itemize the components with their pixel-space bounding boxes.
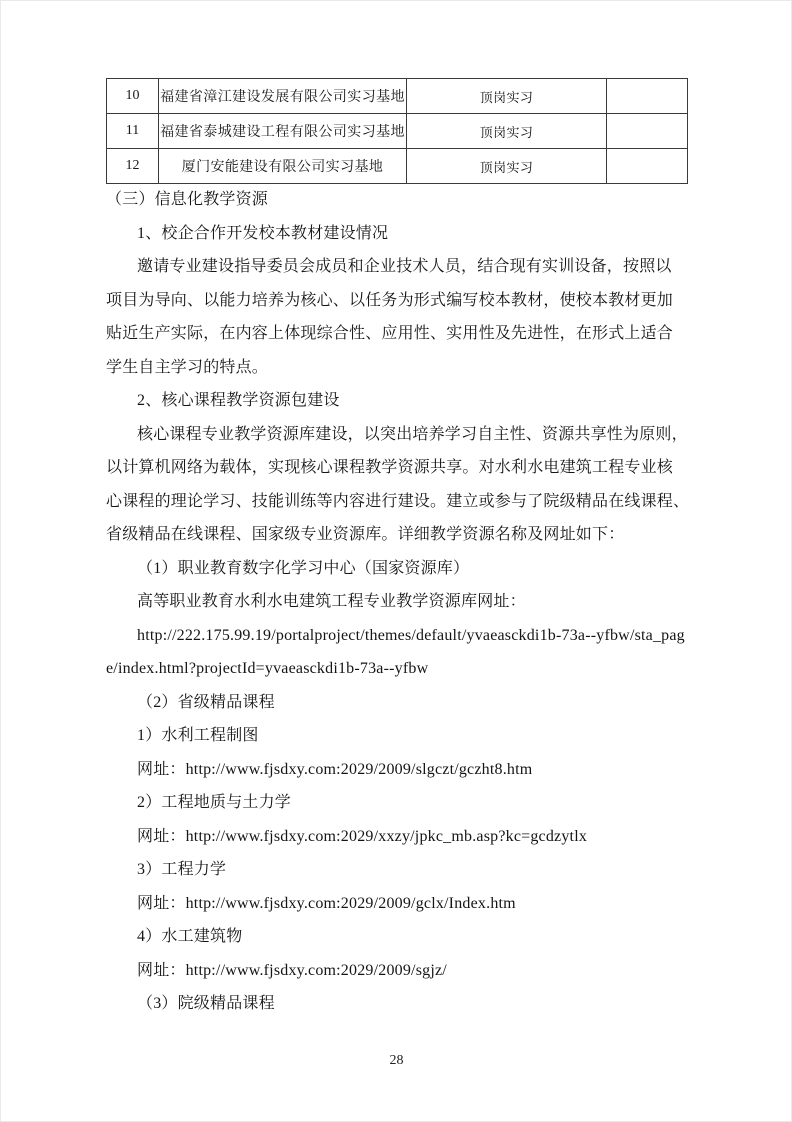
text-line: 2、核心课程教学资源包建设 xyxy=(137,392,340,409)
row-number-cell: 10 xyxy=(107,79,159,114)
row-number-cell: 12 xyxy=(107,149,159,184)
document-body xyxy=(106,183,692,1021)
text-line: 网址：http://www.fjsdxy.com:2029/2009/sgjz/ xyxy=(137,961,447,979)
text-line: 贴近生产实际，在内容上体现综合性、应用性、实用性及先进性，在形式上适合 xyxy=(106,325,674,342)
text-line: 核心课程专业教学资源库建设，以突出培养学习自主性、资源共享性为原则， xyxy=(137,425,688,443)
text-line: （3）院级精品课程 xyxy=(137,995,275,1012)
text-line: 邀请专业建设指导委员会成员和企业技术人员，结合现有实训设备，按照以 xyxy=(137,258,672,275)
base-name-cell: 厦门安能建设有限公司实习基地 xyxy=(159,149,407,184)
practice-type-cell: 顶岗实习 xyxy=(407,79,607,114)
table-row xyxy=(107,114,688,149)
practice-type-cell: 顶岗实习 xyxy=(407,149,607,184)
table-row xyxy=(107,79,688,114)
base-name-cell: 福建省漳江建设发展有限公司实习基地 xyxy=(159,79,407,114)
text-line: 3）工程力学 xyxy=(137,861,227,878)
table-row xyxy=(107,149,688,184)
text-line: 网址：http://www.fjsdxy.com:2029/xxzy/jpkc_mb.asp?kc=gcdzytlx xyxy=(137,827,588,845)
text-line: 学生自主学习的特点。 xyxy=(106,358,269,376)
text-line: （1）职业教育数字化学习中心（国家资源库） xyxy=(137,559,470,577)
row-number-cell: 11 xyxy=(107,114,159,149)
text-line: 1、校企合作开发校本教材建设情况 xyxy=(137,224,389,242)
text-line: 网址：http://www.fjsdxy.com:2029/2009/slgczt/gczht8.htm xyxy=(137,760,533,778)
practice-table-body xyxy=(107,79,688,184)
text-line: 2）工程地质与土力学 xyxy=(137,794,292,811)
practice-type-cell: 顶岗实习 xyxy=(407,114,607,149)
text-line: （2）省级精品课程 xyxy=(137,693,275,711)
text-line: （三）信息化教学资源 xyxy=(106,191,269,208)
text-line: 心课程的理论学习、技能训练等内容进行建设。建立或参与了院级精品在线课程、 xyxy=(106,492,690,510)
text-line: 以计算机网络为载体，实现核心课程教学资源共享。对水利水电建筑工程专业核 xyxy=(106,459,674,476)
note-cell xyxy=(607,149,688,184)
text-line: http://222.175.99.19/portalproject/themes/default/yvaeasckdi1b-73a--yfbw/sta_pag xyxy=(137,626,685,644)
text-line: 网址：http://www.fjsdxy.com:2029/2009/gclx/Index.htm xyxy=(137,894,516,912)
text-line: 高等职业教育水利水电建筑工程专业教学资源库网址： xyxy=(137,593,526,610)
practice-base-table xyxy=(106,78,688,184)
base-name-cell: 福建省泰城建设工程有限公司实习基地 xyxy=(159,114,407,149)
page-number: 28 xyxy=(389,1053,404,1068)
note-cell xyxy=(607,114,688,149)
text-line: 1）水利工程制图 xyxy=(137,727,259,744)
text-line: 4）水工建筑物 xyxy=(137,928,243,945)
text-line: e/index.html?projectId=yvaeasckdi1b-73a--yfbw xyxy=(106,660,429,677)
text-line: 省级精品在线课程、国家级专业资源库。详细教学资源名称及网址如下： xyxy=(106,526,625,543)
note-cell xyxy=(607,79,688,114)
text-line: 项目为导向、以能力培养为核心、以任务为形式编写校本教材，使校本教材更加 xyxy=(106,291,674,309)
